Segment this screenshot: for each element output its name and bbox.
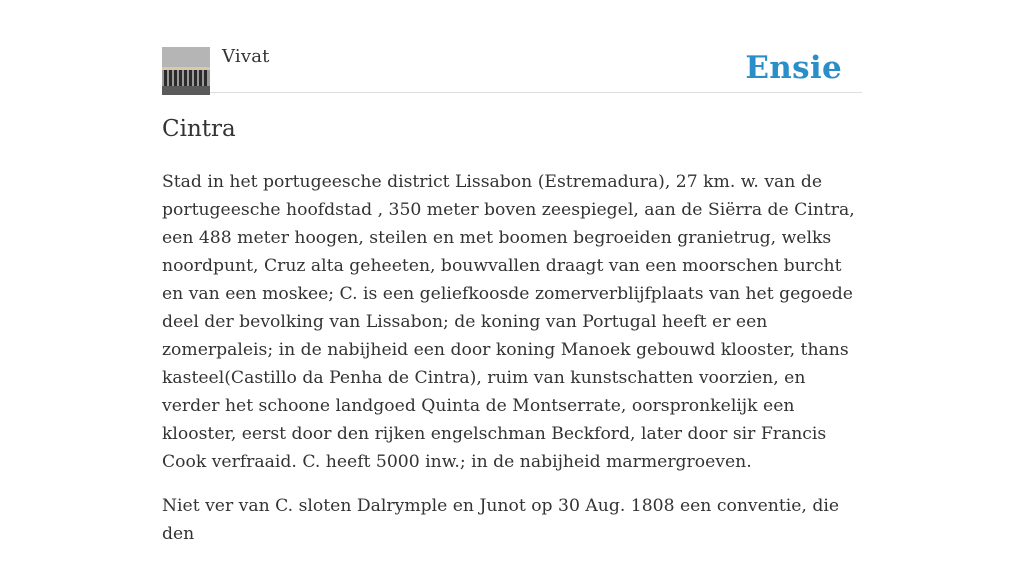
article-title: Cintra <box>162 116 236 142</box>
brand-logo[interactable]: Ensie <box>745 50 842 86</box>
article-paragraph: Stad in het portugeesche district Lissabon (Estremadura), 27 km. w. van de portugeesche hoofdstad , 350 meter boven zeespiegel, aan de Siërra de Cintra, een 488 meter hoogen, steilen en met boomen begroeiden granietrug, welks noordpunt, Cruz alta geheeten, bouwvallen draagt van een moorschen burcht en van een moskee; C. is een geliefkoosde zomerverblijfplaats van het gegoede deel der bevolking van Lissabon; de koning van Portugal heeft er een zomerpaleis; in de nabijheid een door koning Manoek gebouwd klooster, thans kasteel(Castillo da Penha de Cintra), ruim van kunstschatten voorzien, en verder het schoone landgoed Quinta de Montserrate, oorspronkelijk een klooster, eerst door den rijken engelschman Beckford, later door sir Francis Cook verfraaid. C. heeft 5000 inw.; in de nabijheid marmergroeven. <box>162 172 855 472</box>
header <box>162 0 862 93</box>
article-paragraph: Niet ver van C. sloten Dalrymple en Junot op 30 Aug. 1808 een conventie, die den <box>162 496 840 544</box>
content-container <box>162 0 862 544</box>
avatar[interactable] <box>162 47 210 95</box>
author-name[interactable]: Vivat <box>222 46 270 67</box>
avatar-image-icon <box>162 47 210 95</box>
article-body <box>162 168 862 564</box>
